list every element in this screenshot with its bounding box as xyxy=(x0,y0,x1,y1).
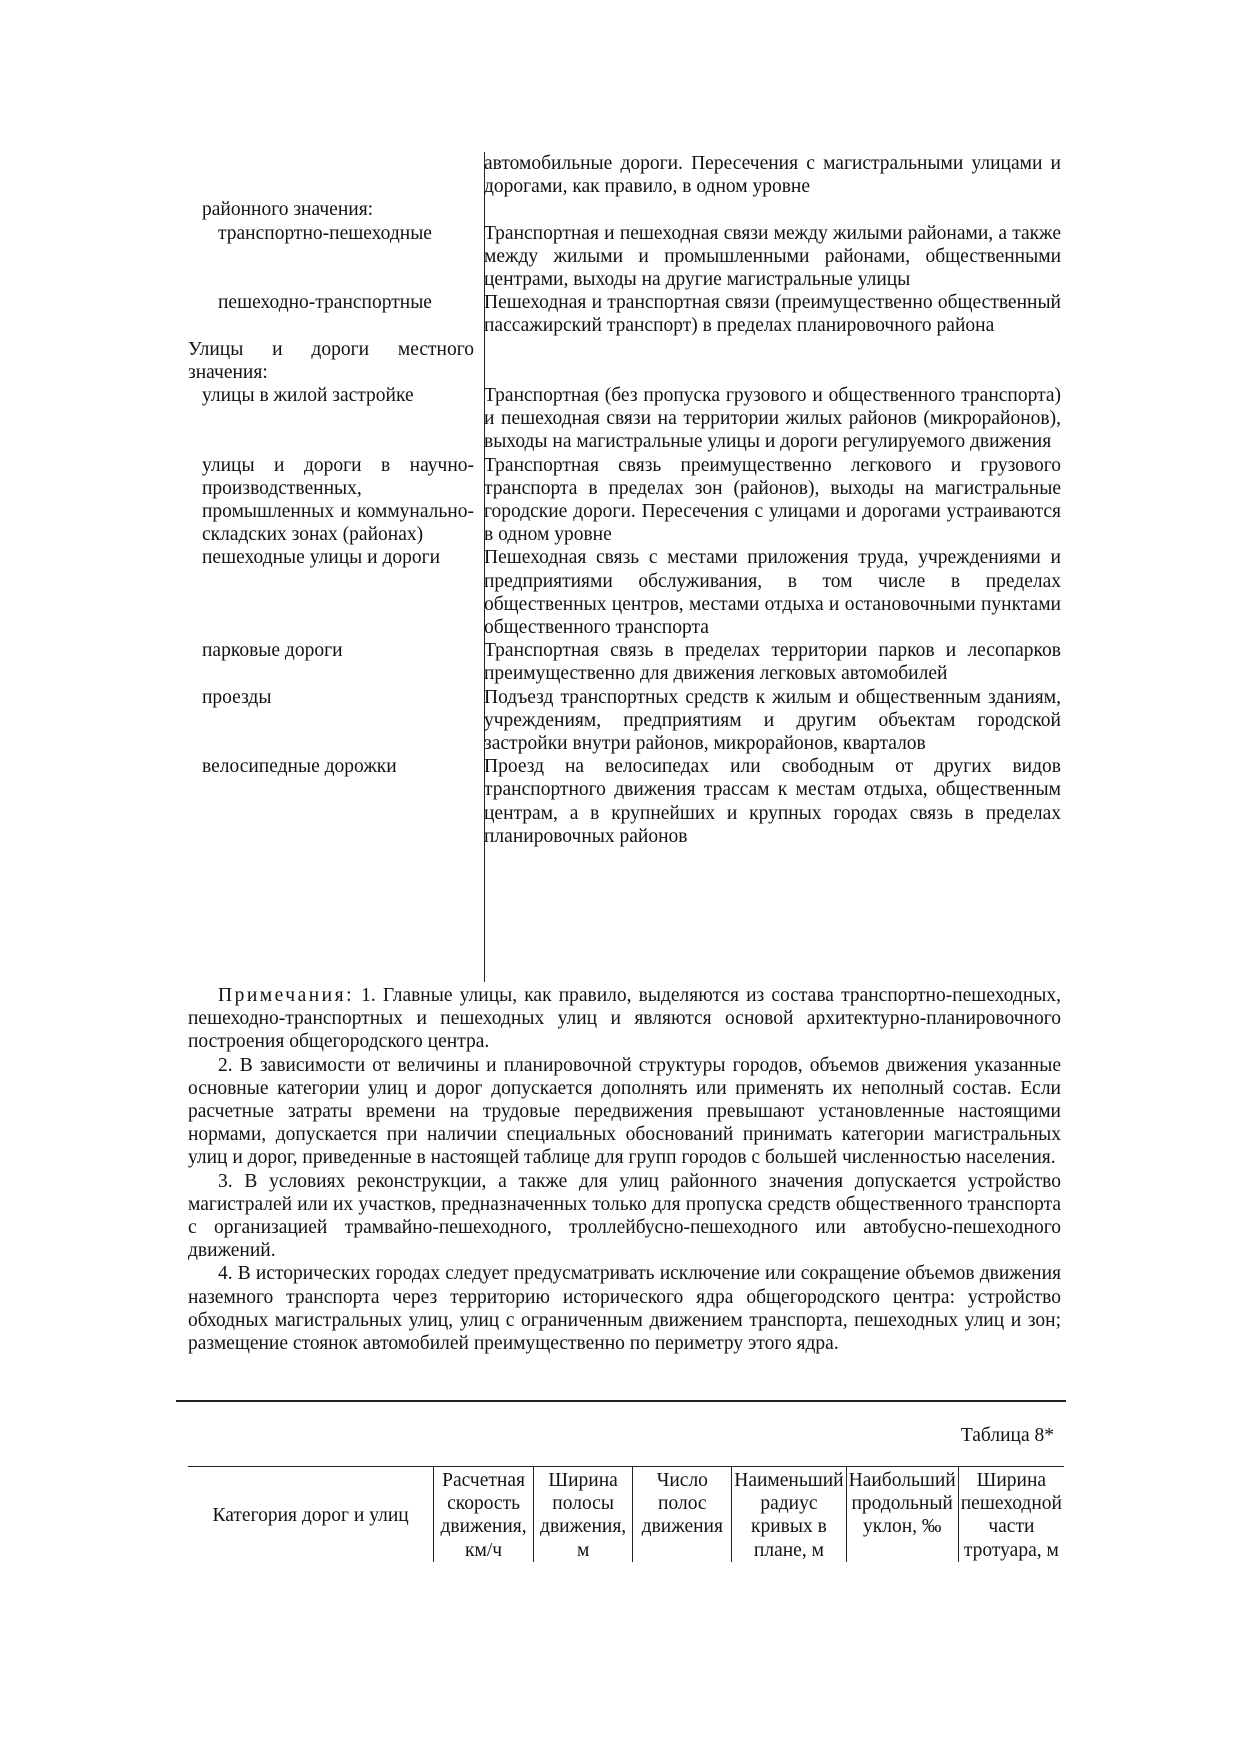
category-cell: улицы и дороги в научно-производственных, промышленных и коммунально-складских зонах (районах) xyxy=(202,454,474,546)
note-text: 1. Главные улицы, как правило, выделяются из состава транспортно-пешеходных, пешеходно-транспортных и пешеходных улиц и являются основой архитектурно-планировочного построения общегородского центра. xyxy=(188,985,1061,1053)
description-cell: Транспортная и пешеходная связи между жилыми районами, а также между жилыми и промышленными районами, общественными центрами, выходы на другие магистральные улицы xyxy=(484,222,1061,291)
note-item: 2. В зависимости от величины и планировочной структуры городов, объемов движения указанные основные категории улиц и дорог допускается дополнять или применять их неполный состав. Если расчетные затраты времени на трудовые передвижения превышают установленные настоящими нормами, допускается при наличии специальных обоснований принимать категории магистральных улиц и дорог, приведенные в настоящей таблице для групп городов с большей численностью населения. xyxy=(188,1054,1061,1169)
category-cell: парковые дороги xyxy=(202,640,343,662)
table-row xyxy=(188,152,1061,198)
table-notes xyxy=(188,984,1061,1355)
header-row xyxy=(188,1467,1064,1562)
description-cell: Транспортная связь преимущественно легкового и грузового транспорта в пределах зон (районов), выходы на магистральные городские дороги. Пересечения с улицами и дорогами устраиваются в одном уровне xyxy=(484,454,1061,546)
table-row xyxy=(188,338,1061,384)
table-row xyxy=(188,222,1061,292)
table-row xyxy=(188,639,1061,685)
description-cell: автомобильные дороги. Пересечения с магистральными улицами и дорогами, как правило, в одном уровне xyxy=(484,153,1061,198)
header-cell: Наименьший радиус кривых в плане, м xyxy=(732,1467,846,1562)
table-row xyxy=(188,686,1061,756)
table-row xyxy=(188,546,1061,639)
header-cell: Число полос движения xyxy=(633,1467,732,1562)
category-cell: Улицы и дороги местного значения: xyxy=(188,338,474,383)
header-cell: Категория дорог и улиц xyxy=(212,1504,409,1526)
category-cell: пешеходные улицы и дороги xyxy=(202,547,441,569)
header-cell: Ширина пешеходной части тротуара, м xyxy=(958,1467,1064,1562)
note-item: 3. В условиях реконструкции, а также для улиц районного значения допускается устройство магистралей или их участков, предназначенных только для пропуска средств общественного транспорта с организацией трамвайно-пешеходного, троллейбусно-пешеходного или автобусно-пешеходного движений. xyxy=(188,1170,1061,1262)
table-row xyxy=(188,198,1061,221)
table-8-header xyxy=(188,1466,1064,1562)
description-cell: Пешеходная связь с местами приложения труда, учреждениями и предприятиями обслуживания, в том числе в пределах общественных центров, местами отдыха и остановочными пунктами общественного транспорта xyxy=(484,547,1061,639)
description-cell: Подъезд транспортных средств к жилым и общественным зданиям, учреждениям, предприятиям и другим объектам городской застройки внутри районов, микрорайонов, кварталов xyxy=(484,686,1061,755)
table-row xyxy=(188,384,1061,454)
category-cell: пешеходно-транспортные xyxy=(218,292,432,314)
category-cell: транспортно-пешеходные xyxy=(218,222,432,244)
table-8-title: Таблица 8* xyxy=(960,1425,1054,1446)
category-cell: улицы в жилой застройке xyxy=(202,385,414,407)
table-row xyxy=(188,454,1061,547)
table-bottom-rule xyxy=(176,1400,1066,1402)
table-row xyxy=(188,755,1061,848)
notes-label: Примечания: xyxy=(218,985,354,1006)
note-item: 4. В исторических городах следует предусматривать исключение или сокращение объемов движения наземного транспорта через территорию исторического ядра общегородского центра: устройство обходных магистральных улиц, улиц с ограниченным движением транспорта, пешеходных улиц и зон; размещение стоянок автомобилей преимущественно по периметру этого ядра. xyxy=(188,1263,1061,1355)
category-cell: велосипедные дорожки xyxy=(202,756,397,778)
category-cell: районного значения: xyxy=(202,199,374,221)
description-cell: Пешеходная и транспортная связи (преимущественно общественный пассажирский транспорт) в пределах планировочного района xyxy=(484,292,1061,337)
description-cell: Транспортная связь в пределах территории парков и лесопарков преимущественно для движения легковых автомобилей xyxy=(484,640,1061,685)
category-cell: проезды xyxy=(202,686,272,708)
header-cell: Ширина полосы движения, м xyxy=(533,1467,633,1562)
description-cell: Транспортная (без пропуска грузового и общественного транспорта) и пешеходная связи на территории жилых районов (микрорайонов), выходы на магистральные улицы и дороги регулируемого движения xyxy=(484,385,1061,453)
table-7-continuation xyxy=(188,152,1061,848)
description-cell: Проезд на велосипедах или свободным от других видов транспортного движения трассам к местам отдыха, общественным центрам, а в крупнейших и крупных городах связь в пределах планировочных районов xyxy=(484,756,1061,847)
note-item xyxy=(188,984,1061,1054)
header-cell: Наибольший продольный уклон, ‰ xyxy=(846,1467,958,1562)
header-cell: Расчетная скорость движения, км/ч xyxy=(434,1467,534,1562)
table-row xyxy=(188,291,1061,337)
